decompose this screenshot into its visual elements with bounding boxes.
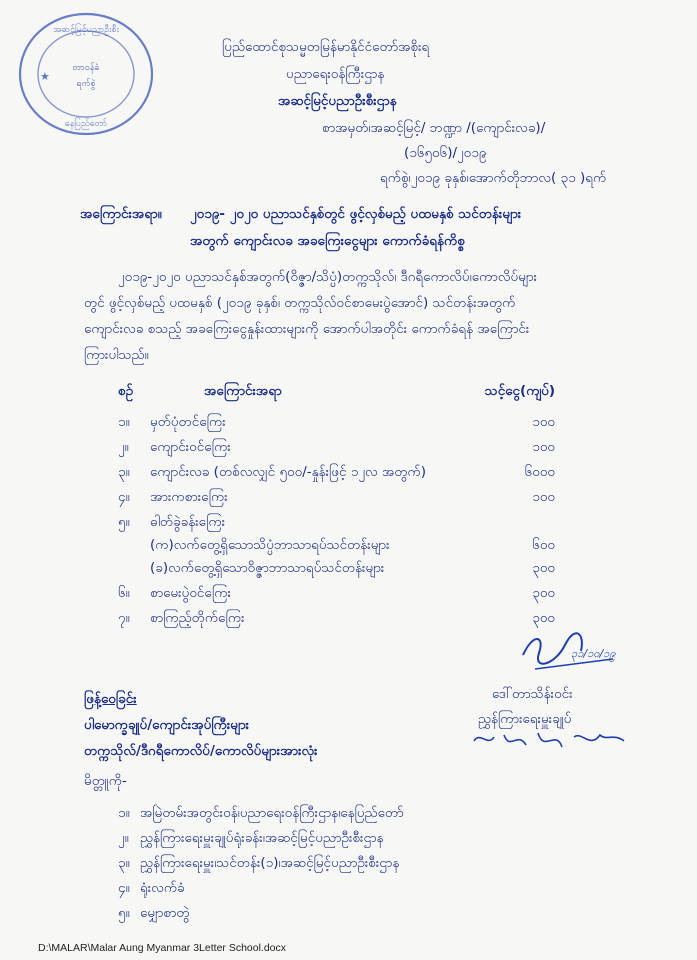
- distribution-label: ဖြန့်ဝေခြင်း: [84, 691, 137, 707]
- official-seal: [4, 8, 154, 138]
- fee-row-amount: ၁၀၀: [532, 439, 555, 455]
- fee-row-item: ကျောင်းဝင်ကြေး: [150, 439, 231, 455]
- distribution-line1: ပါမောက္ခချုပ်/ကျောင်းအုပ်ကြီးများ: [84, 717, 250, 733]
- fee-row-amount: ၆၀၀၀: [524, 464, 555, 480]
- fee-row: [0, 513, 697, 535]
- subject-label: အကြောင်းအရာ။: [80, 206, 162, 222]
- header-ministry: ပညာရေးဝန်ကြီးဌာန: [286, 66, 385, 82]
- fee-row-amount: ၁၀၀: [532, 489, 555, 505]
- seal-line2: ရက်စွဲ: [76, 79, 96, 89]
- header-department: အဆင့်မြင့်ပညာဦးစီးဌာန: [278, 93, 397, 109]
- subject-line1: ၂၀၁၉- ၂၀၂၀ ပညာသင်နှစ်တွင် ဖွင့်လှစ်မည့် ပထမနှစ် သင်တန်းများ: [190, 206, 522, 222]
- fee-row-amount: ၆၀၀: [532, 537, 555, 553]
- body-line: တွင် ဖွင့်လှစ်မည့် ပထမနှစ် (၂၀၁၉ ခုနှစ်၊ တက္ကသိုလ်ဝင်စာမေးပွဲအောင်) သင်တန်းအတွက်: [84, 295, 516, 311]
- cc-item-text: ရုံးလက်ခံ: [140, 880, 185, 896]
- fee-row-amount: ၃၀၀: [532, 585, 555, 601]
- body-line: ကျောင်းလခ စသည့် အခကြေးငွေနှုန်းထားများကို အောက်ပါအတိုင်း ကောက်ခံရန် အကြောင်း: [84, 321, 530, 337]
- fee-row-item: အားကစားကြေး: [150, 489, 228, 505]
- fee-row-no: ၅။: [118, 514, 130, 530]
- cc-item: [0, 829, 697, 851]
- cc-item-no: ၂။: [118, 830, 129, 846]
- cc-item-text: ညွှန်ကြားရေးမှူး၊သင်တန်း(၁)၊အဆင့်မြင့်ပညာဦးစီးဌာန: [140, 855, 400, 871]
- cc-item: [0, 904, 697, 926]
- fee-row: [0, 438, 697, 460]
- fee-row-no: ၇။: [118, 610, 130, 626]
- fee-row: [0, 413, 697, 435]
- fee-row-item: စာကြည့်တိုက်ကြေး: [150, 610, 245, 626]
- fee-row-no: ၁။: [118, 414, 130, 430]
- fee-row-item: ဓါတ်ခွဲခန်းကြေး: [150, 514, 226, 530]
- ref-number: (၁၆၅၀၆)/၂၀၁၉: [404, 145, 487, 161]
- fee-row: [0, 463, 697, 485]
- ref-date: ရက်စွဲ၊၂၀၁၉ ခုနှစ်၊အောက်တိုဘာလ( ၃၁ )ရက်: [380, 170, 607, 186]
- subject-line2: အတွက် ကျောင်းလခ အခကြေးငွေများ ကောက်ခံရန်ကိစ္စ: [190, 233, 465, 249]
- cc-item-no: ၅။: [118, 905, 130, 921]
- distribution-line2: တက္ကသိုလ်/ဒီဂရီကောလိပ်/ကောလိပ်များအားလုံး: [84, 743, 318, 759]
- fee-row-item: (ခ)လက်တွေ့ရှိသောဝိဇ္ဇာဘာသာရပ်သင်တန်းများ: [150, 560, 385, 576]
- body-line: ကြားပါသည်။: [84, 347, 149, 363]
- fee-row-no: ၄။: [118, 489, 130, 505]
- fee-row-item: ကျောင်းလခ (တစ်လလျှင် ၅၀၀/-နှုန်းဖြင့် ၁၂လ အတွက်): [150, 464, 426, 480]
- fee-row-amount: ၁၀၀: [532, 414, 555, 430]
- cc-item: [0, 804, 697, 826]
- fee-row-amount: ၃၀၀: [532, 610, 555, 626]
- cc-item: [0, 854, 697, 876]
- cc-item-text: အမြဲတမ်းအတွင်းဝန်၊ပညာရေးဝန်ကြီးဌာန၊နေပြည်တော်: [140, 805, 404, 821]
- cc-item-no: ၁။: [118, 805, 130, 821]
- fee-table-header-amount: သင့်ငွေ(ကျပ်): [484, 383, 555, 399]
- header-government: ပြည်ထောင်စုသမ္မတမြန်မာနိုင်ငံတော်အစိုးရ: [222, 39, 430, 55]
- fee-row: [0, 488, 697, 510]
- cc-item-no: ၄။: [118, 880, 130, 896]
- fee-row-item: (က)လက်တွေ့ရှိသောသိပ္ပံဘာသာရပ်သင်တန်းများ: [150, 537, 390, 553]
- fee-row-amount: ၃၀၀: [532, 560, 555, 576]
- ref-line: စာအမှတ်၊အဆင့်မြင့်/ ဘဏ္ဍာ /(ကျောင်းလခ)/: [322, 120, 546, 136]
- cc-item-text: ညွှန်ကြားရေးမှူးချုပ်ရုံးခန်း၊အဆင့်မြင့်ပညာဦးစီးဌာန: [140, 830, 384, 846]
- fee-row: [0, 559, 697, 581]
- signer-name: ဒေါ်တာသိန်းဝင်း: [492, 686, 573, 702]
- fee-row-no: ၆။: [118, 585, 130, 601]
- svg-text:အဆင့်မြင့်ပညာဦးစီး: အဆင့်မြင့်ပညာဦးစီး: [53, 25, 119, 35]
- signature-date: ၃၁/၁၀/၁၉: [571, 647, 616, 660]
- signer-title: ညွှန်ကြားရေးမှူးချုပ်: [478, 711, 572, 727]
- fee-row-item: စာမေးပွဲဝင်ကြေး: [150, 585, 231, 601]
- signature-mark: [515, 625, 625, 680]
- fee-row-no: ၂။: [118, 439, 129, 455]
- seal-line1: တာဝန်ခံ: [72, 63, 100, 73]
- cc-item-text: မျှောစာတွဲ: [140, 905, 190, 921]
- fee-row-item: မှတ်ပုံတင်ကြေး: [150, 414, 226, 430]
- svg-text:★: ★: [40, 70, 50, 83]
- svg-text:နေပြည်တော်: နေပြည်တော်: [64, 119, 108, 129]
- fee-table-header-no: စဉ်: [118, 383, 134, 399]
- footer-file-path: D:\MALAR\Malar Aung Myanmar 3Letter School.docx: [38, 942, 287, 954]
- fee-table-header-item: အကြောင်းအရာ: [204, 383, 282, 399]
- body-line: ၂၀၁၉-၂၀၂၀ ပညာသင်နှစ်အတွက်(ဝိဇ္ဇာ/သိပ္ပံ)တက္ကသိုလ်၊ ဒီဂရီကောလိပ်၊ကောလိပ်များ: [118, 269, 538, 285]
- cc-item-no: ၃။: [118, 855, 130, 871]
- fee-row-no: ၃။: [118, 464, 130, 480]
- fee-row: [0, 584, 697, 606]
- cc-item: [0, 879, 697, 901]
- fee-row: [0, 536, 697, 558]
- initials-scribble: [470, 727, 630, 757]
- cc-label: မိတ္တူကို-: [84, 773, 127, 789]
